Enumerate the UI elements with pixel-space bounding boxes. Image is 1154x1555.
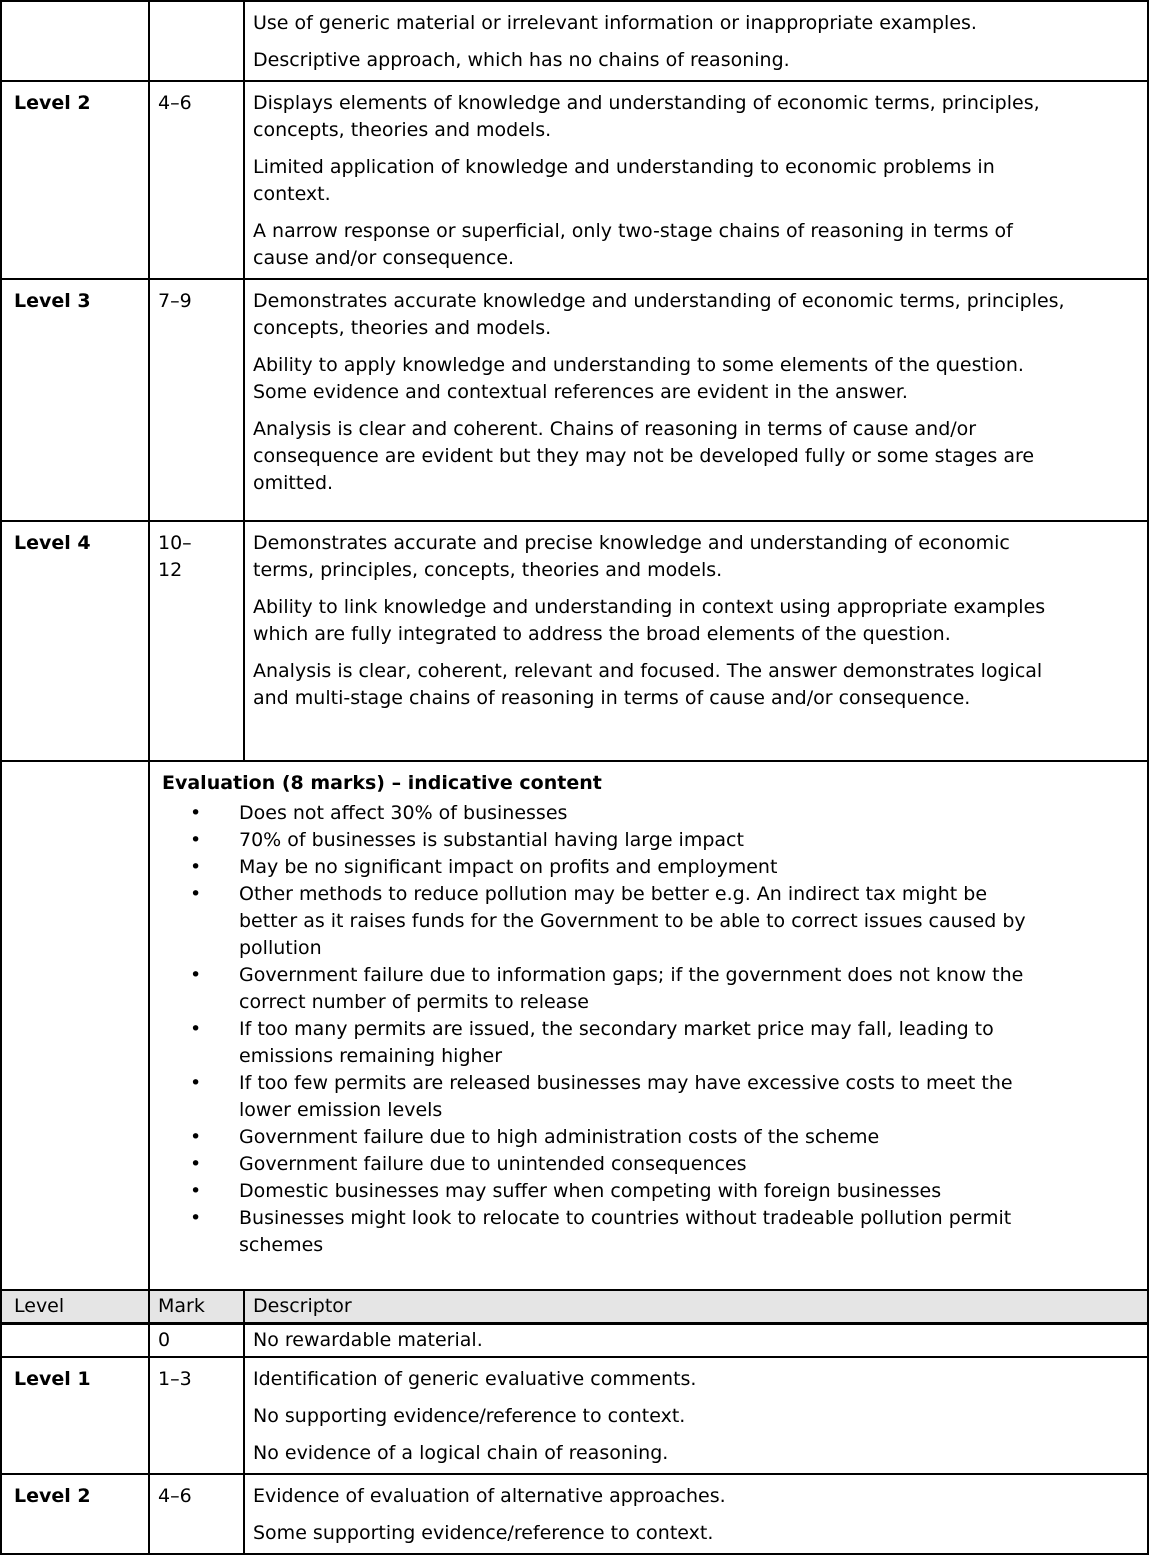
bullet-item: • Government failure due to high administration costs of the scheme — [162, 1124, 1039, 1151]
descriptor-cell — [244, 1357, 1148, 1474]
descriptor-paragraph: Ability to link knowledge and understanding in context using appropriate examples which are fully integrated to address the broad elements of the question. — [253, 596, 1046, 645]
descriptor-cell — [244, 81, 1148, 279]
level-cell — [1, 1, 149, 81]
descriptor-cell — [244, 1474, 1148, 1554]
descriptor-paragraph: Descriptive approach, which has no chains of reasoning. — [253, 49, 790, 71]
level-cell — [1, 521, 149, 761]
level-label: Level 2 — [14, 92, 91, 114]
bullet-item: • Other methods to reduce pollution may be better e.g. An indirect tax might be better as it raises funds for the Government to be able to correct issues caused by pollution — [162, 881, 1039, 962]
descriptor-paragraph: No rewardable material. — [253, 1329, 483, 1351]
table-row — [1, 1474, 1148, 1554]
mark-cell — [149, 1, 244, 81]
bullet-item: • If too many permits are issued, the secondary market price may fall, leading to emissions remaining higher — [162, 1016, 1039, 1070]
descriptor-paragraph: Identification of generic evaluative comments. — [253, 1368, 697, 1390]
mark-value: 7–9 — [158, 290, 192, 312]
descriptor-cell — [244, 1324, 1148, 1358]
descriptor-paragraph: Analysis is clear, coherent, relevant and focused. The answer demonstrates logical and multi-stage chains of reasoning in terms of cause and/or consequence. — [253, 660, 1043, 709]
descriptor-paragraph: Demonstrates accurate knowledge and understanding of economic terms, principles, concepts, theories and models. — [253, 290, 1065, 339]
bullet-item: • Businesses might look to relocate to countries without tradeable pollution permit schemes — [162, 1205, 1039, 1259]
mark-value: 4–6 — [158, 92, 192, 114]
level-label: Level 2 — [14, 1485, 91, 1507]
table-row — [1, 279, 1148, 521]
level-cell — [1, 1357, 149, 1474]
mark-value: 4–6 — [158, 1485, 192, 1507]
table-row — [1, 1324, 1148, 1358]
descriptor-paragraph: No evidence of a logical chain of reasoning. — [253, 1442, 669, 1464]
descriptor-paragraph: Limited application of knowledge and understanding to economic problems in context. — [253, 156, 995, 205]
descriptor-paragraph: Evidence of evaluation of alternative approaches. — [253, 1485, 726, 1507]
table-row — [1, 1, 1148, 81]
mark-cell — [149, 1357, 244, 1474]
level-cell — [1, 761, 149, 1290]
evaluation-bullet-list — [162, 800, 1137, 1259]
table-row — [1, 81, 1148, 279]
mark-cell — [149, 1474, 244, 1554]
evaluation-content-cell — [149, 761, 1148, 1290]
level-cell — [1, 81, 149, 279]
bullet-item: • Does not affect 30% of businesses — [162, 800, 1039, 827]
descriptor-cell — [244, 521, 1148, 761]
bullet-item: • If too few permits are released businesses may have excessive costs to meet the lower emission levels — [162, 1070, 1039, 1124]
level-label: Level 1 — [14, 1368, 91, 1390]
table-row — [1, 521, 1148, 761]
descriptor-paragraph: A narrow response or superficial, only two-stage chains of reasoning in terms of cause and/or consequence. — [253, 220, 1013, 269]
level-cell — [1, 1324, 149, 1358]
bullet-item: • 70% of businesses is substantial having large impact — [162, 827, 1039, 854]
mark-cell — [149, 279, 244, 521]
descriptor-cell — [244, 1, 1148, 81]
marks-table-header-row — [1, 1290, 1148, 1324]
column-header-level: Level — [1, 1290, 149, 1324]
bullet-item: • May be no significant impact on profits and employment — [162, 854, 1039, 881]
mark-cell — [149, 1324, 244, 1358]
descriptor-paragraph: Ability to apply knowledge and understanding to some elements of the question. Some evidence and contextual references are evident in the answer. — [253, 354, 1024, 403]
level-cell — [1, 1474, 149, 1554]
mark-cell — [149, 521, 244, 761]
descriptor-cell — [244, 279, 1148, 521]
bullet-item: • Government failure due to information gaps; if the government does not know the correct number of permits to release — [162, 962, 1039, 1016]
evaluation-row — [1, 761, 1148, 1290]
mark-value: 10–12 — [158, 532, 192, 581]
descriptor-paragraph: Displays elements of knowledge and understanding of economic terms, principles, concepts, theories and models. — [253, 92, 1040, 141]
mark-value: 1–3 — [158, 1368, 192, 1390]
descriptor-paragraph: Demonstrates accurate and precise knowledge and understanding of economic terms, principles, concepts, theories and models. — [253, 532, 1010, 581]
mark-value: 0 — [158, 1329, 171, 1351]
descriptor-paragraph: No supporting evidence/reference to context. — [253, 1405, 686, 1427]
bullet-item: • Government failure due to unintended consequences — [162, 1151, 1039, 1178]
descriptor-paragraph: Analysis is clear and coherent. Chains of reasoning in terms of cause and/or consequence are evident but they may not be developed fully or some stages are omitted. — [253, 418, 1035, 494]
bullet-item: • Domestic businesses may suffer when competing with foreign businesses — [162, 1178, 1039, 1205]
table-row — [1, 1357, 1148, 1474]
descriptor-paragraph: Some supporting evidence/reference to context. — [253, 1522, 714, 1544]
level-label: Level 3 — [14, 290, 91, 312]
level-label: Level 4 — [14, 532, 91, 554]
column-header-descriptor: Descriptor — [244, 1290, 1148, 1324]
evaluation-heading: Evaluation (8 marks) – indicative content — [162, 772, 602, 794]
descriptor-paragraph: Use of generic material or irrelevant information or inappropriate examples. — [253, 12, 977, 34]
level-cell — [1, 279, 149, 521]
column-header-mark: Mark — [149, 1290, 244, 1324]
mark-cell — [149, 81, 244, 279]
